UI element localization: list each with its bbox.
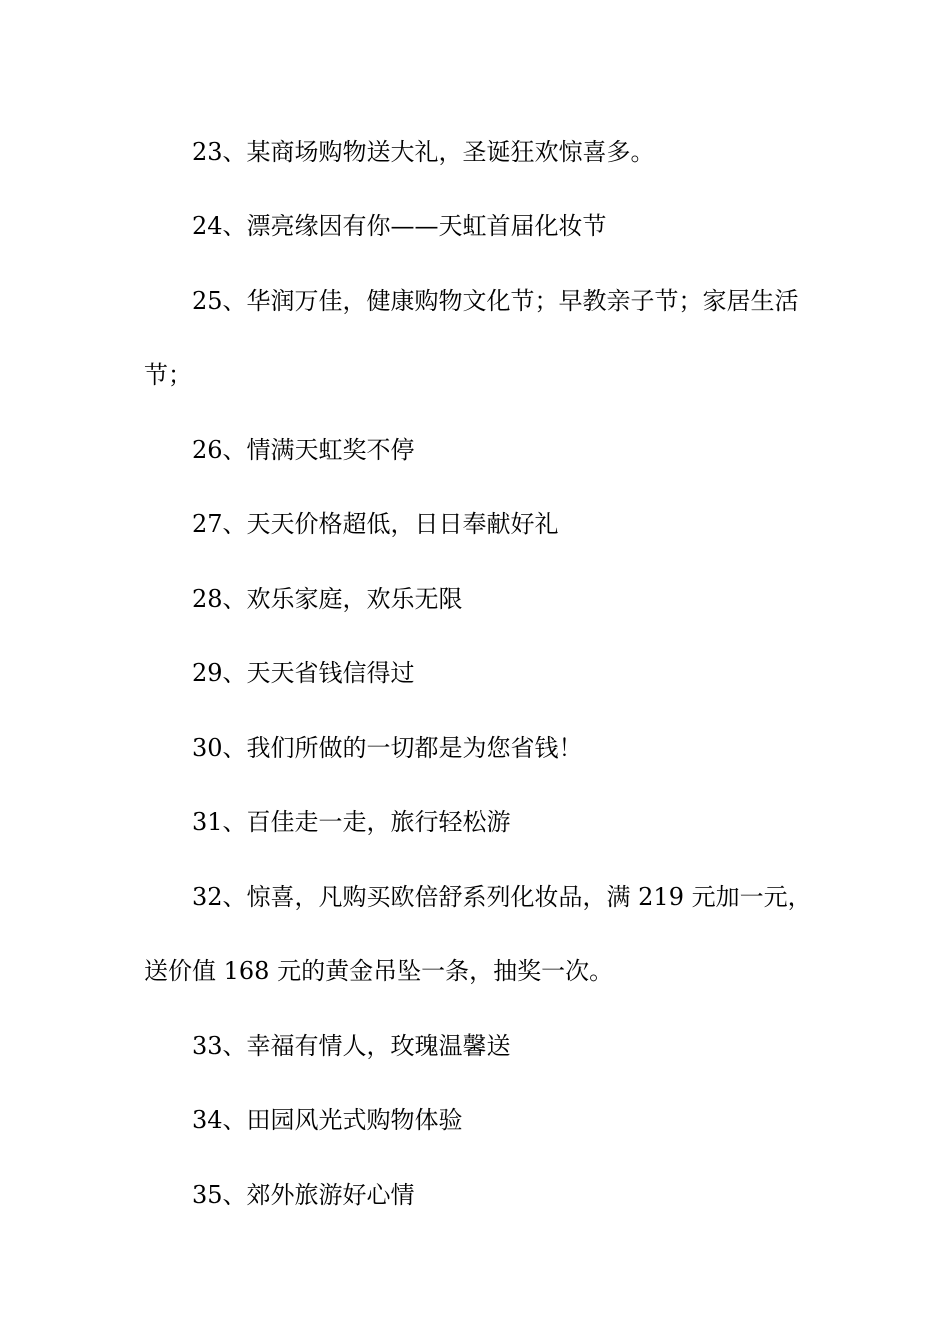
list-item-31: 31、百佳走一走，旅行轻松游 — [192, 808, 511, 836]
list-item-30: 30、我们所做的一切都是为您省钱！ — [192, 734, 583, 762]
list-item-28: 28、欢乐家庭，欢乐无限 — [192, 585, 463, 613]
list-item-25: 25、华润万佳，健康购物文化节；早教亲子节；家居生活 — [192, 287, 799, 315]
list-item-32-continuation: 送价值 168 元的黄金吊坠一条，抽奖一次。 — [144, 957, 614, 985]
list-item-25-continuation: 节； — [144, 361, 192, 389]
list-item-35: 35、郊外旅游好心情 — [192, 1181, 415, 1209]
list-item-23: 23、某商场购物送大礼，圣诞狂欢惊喜多。 — [192, 138, 655, 166]
list-item-24: 24、漂亮缘因有你——天虹首届化妆节 — [192, 212, 607, 240]
list-item-34: 34、田园风光式购物体验 — [192, 1106, 463, 1134]
list-item-27: 27、天天价格超低，日日奉献好礼 — [192, 510, 559, 538]
list-item-33: 33、幸福有情人，玫瑰温馨送 — [192, 1032, 511, 1060]
list-item-26: 26、情满天虹奖不停 — [192, 436, 415, 464]
list-item-29: 29、天天省钱信得过 — [192, 659, 415, 687]
list-item-32: 32、惊喜，凡购买欧倍舒系列化妆品，满 219 元加一元， — [192, 883, 812, 911]
